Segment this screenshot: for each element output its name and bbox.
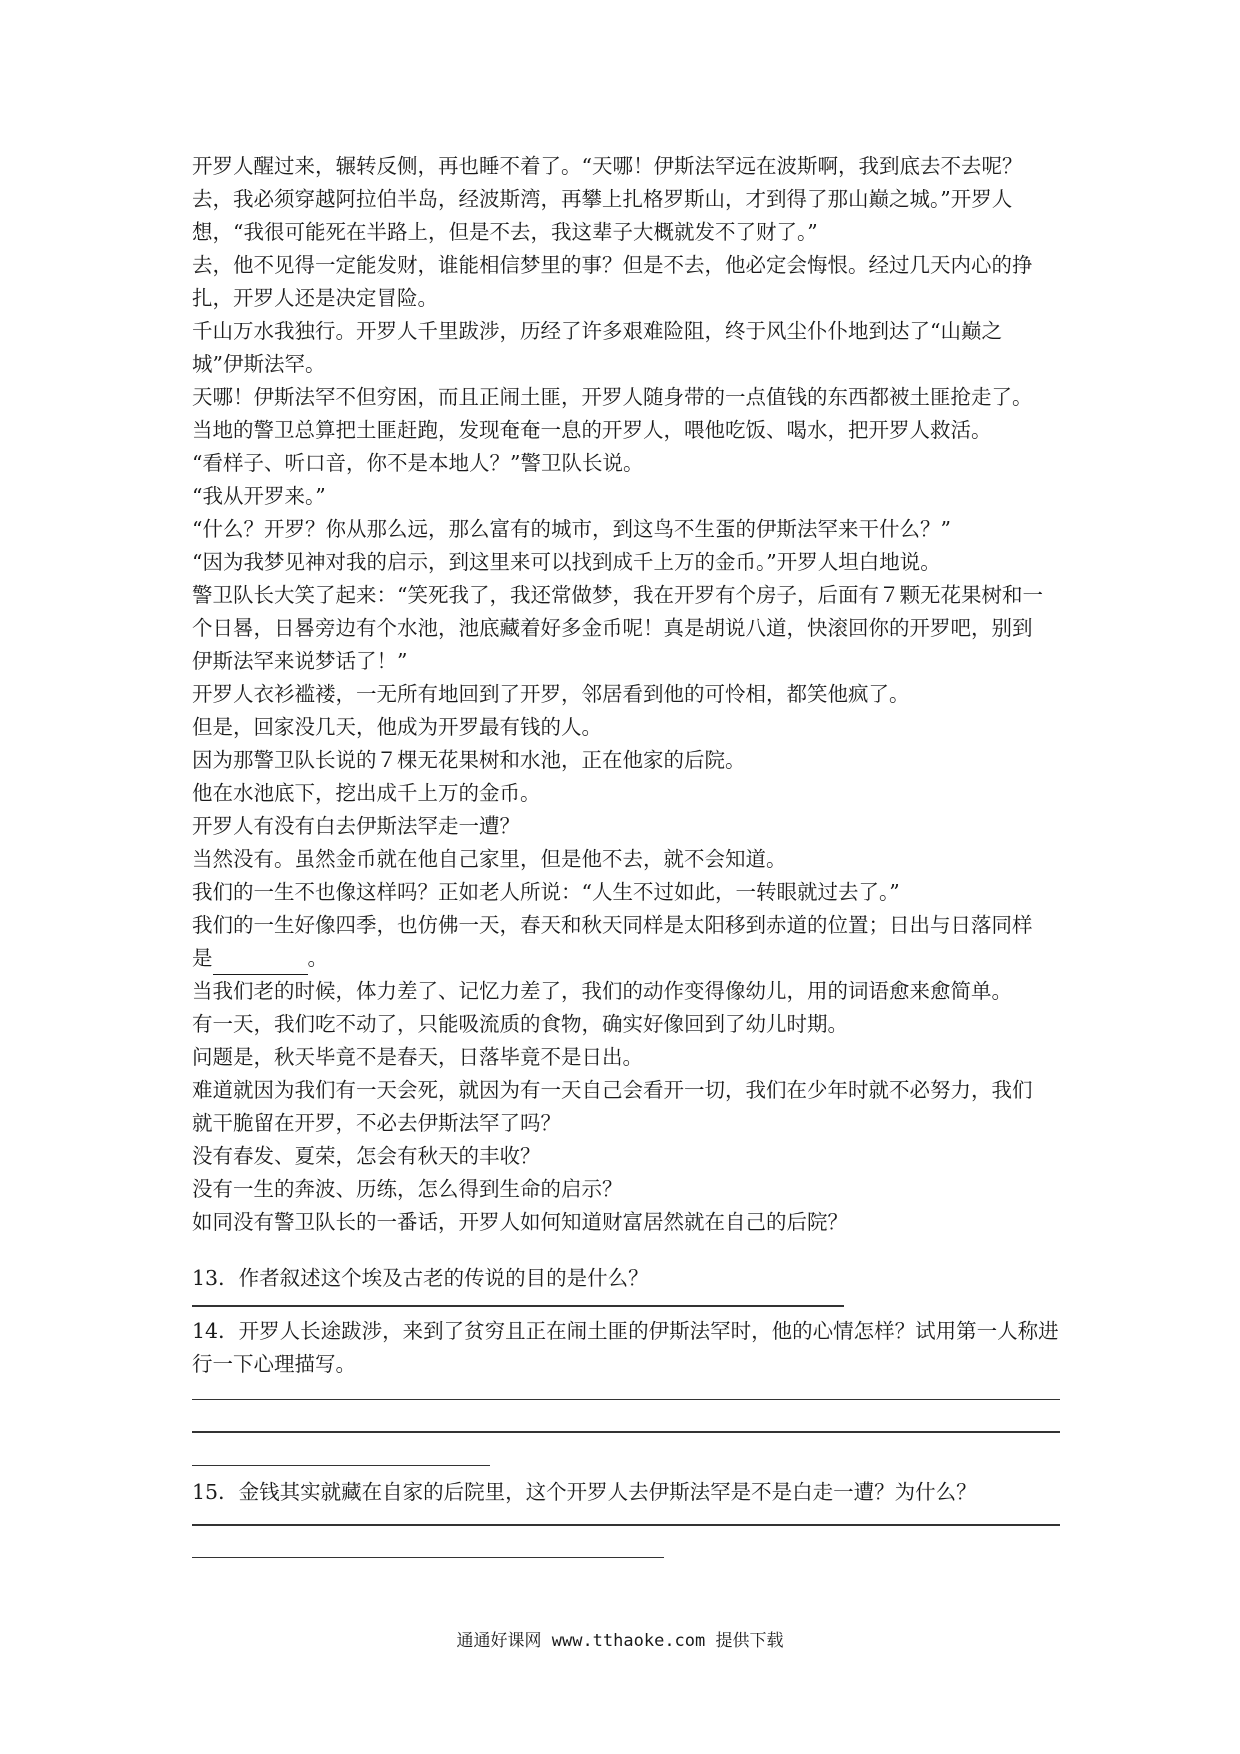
reading-passage [192, 150, 1052, 1239]
answer-line[interactable] [192, 1557, 664, 1559]
paragraph: “因为我梦见神对我的启示，到这里来可以找到成千上万的金币。”开罗人坦白地说。 [192, 550, 941, 574]
footer-text: 通通好课网 www.tthaoke.com 提供下载 [456, 1631, 784, 1651]
paragraph: 没有一生的奔波、历练，怎么得到生命的启示？ [192, 1177, 623, 1201]
paragraph: 去，他不见得一定能发财，谁能相信梦里的事？但是不去，他必定会悔恨。经过几天内心的挣扎，开罗人还是决定冒险。 [192, 253, 1033, 310]
paragraph: 我们的一生不也像这样吗？正如老人所说：“人生不过如此，一转眼就过去了。” [192, 880, 900, 904]
paragraph: 没有春发、夏荣，怎会有秋天的丰收？ [192, 1144, 541, 1168]
paragraph: 当地的警卫总算把土匪赶跑，发现奄奄一息的开罗人，喂他吃饭、喝水，把开罗人救活。 [192, 418, 992, 442]
answer-line[interactable] [192, 1431, 1060, 1433]
question-13: 13．作者叙述这个埃及古老的传说的目的是什么？ [192, 1266, 649, 1290]
paragraph: “我从开罗来。” [192, 484, 326, 508]
paragraph: 问题是，秋天毕竟不是春天，日落毕竟不是日出。 [192, 1045, 643, 1069]
paragraph: 警卫队长大笑了起来：“笑死我了，我还常做梦，我在开罗有个房子，后面有７颗无花果树和一个日晷，日晷旁边有个水池，池底藏着好多金币呢！真是胡说八道，快滚回你的开罗吧，别到伊斯法罕来说梦话了！” [192, 583, 1043, 673]
question-14: 14．开罗人长途跋涉，来到了贫穷且正在闹土匪的伊斯法罕时，他的心情怎样？试用第一人称进行一下心理描写。 [192, 1318, 1059, 1376]
answer-line[interactable] [192, 1465, 490, 1467]
paragraph: 千山万水我独行。开罗人千里跋涉，历经了许多艰难险阻，终于风尘仆仆地到达了“山巅之城”伊斯法罕。 [192, 319, 1002, 376]
answer-line[interactable] [192, 1399, 1060, 1401]
paragraph: 开罗人醒过来，辗转反侧，再也睡不着了。“天哪！伊斯法罕远在波斯啊，我到底去不去呢？去，我必须穿越阿拉伯半岛，经波斯湾，再攀上扎格罗斯山，才到得了那山巅之城。”开罗人想，“我很可能死在半路上，但是不去，我这辈子大概就发不了财了。” [192, 154, 1023, 244]
paragraph: 天哪！伊斯法罕不但穷困，而且正闹土匪，开罗人随身带的一点值钱的东西都被土匪抢走了。 [192, 385, 1033, 409]
paragraph: “什么？开罗？你从那么远，那么富有的城市，到这鸟不生蛋的伊斯法罕来干什么？” [192, 517, 951, 541]
fill-in-text-before: 我们的一生好像四季，也仿佛一天，春天和秋天同样是太阳移到赤道的位置；日出与日落同样是 [192, 913, 1033, 970]
paragraph: 他在水池底下，挖出成千上万的金币。 [192, 781, 541, 805]
paragraph: 难道就因为我们有一天会死，就因为有一天自己会看开一切，我们在少年时就不必努力，我们就干脆留在开罗，不必去伊斯法罕了吗？ [192, 1078, 1033, 1135]
answer-line[interactable] [192, 1524, 1060, 1526]
paragraph: 因为那警卫队长说的７棵无花果树和水池，正在他家的后院。 [192, 748, 746, 772]
paragraph: 开罗人衣衫褴褛，一无所有地回到了开罗，邻居看到他的可怜相，都笑他疯了。 [192, 682, 910, 706]
paragraph: 如同没有警卫队长的一番话，开罗人如何知道财富居然就在自己的后院？ [192, 1210, 848, 1234]
paragraph: “看样子、听口音，你不是本地人？”警卫队长说。 [192, 451, 644, 475]
question-15: 15．金钱其实就藏在自家的后院里，这个开罗人去伊斯法罕是不是白走一遭？为什么？ [192, 1480, 977, 1504]
paragraph: 当然没有。虽然金币就在他自己家里，但是他不去，就不会知道。 [192, 847, 787, 871]
question-section [192, 1262, 1062, 1558]
fill-in-text-after: 。 [307, 946, 328, 970]
paragraph: 但是，回家没几天，他成为开罗最有钱的人。 [192, 715, 602, 739]
answer-line[interactable] [192, 1305, 844, 1307]
fill-in-paragraph [192, 909, 1052, 975]
paragraph: 当我们老的时候，体力差了、记忆力差了，我们的动作变得像幼儿，用的词语愈来愈简单。 [192, 979, 1012, 1003]
paragraph: 开罗人有没有白去伊斯法罕走一遭？ [192, 814, 520, 838]
fill-in-blank[interactable] [213, 952, 308, 975]
paragraph: 有一天，我们吃不动了，只能吸流质的食物，确实好像回到了幼儿时期。 [192, 1012, 848, 1036]
